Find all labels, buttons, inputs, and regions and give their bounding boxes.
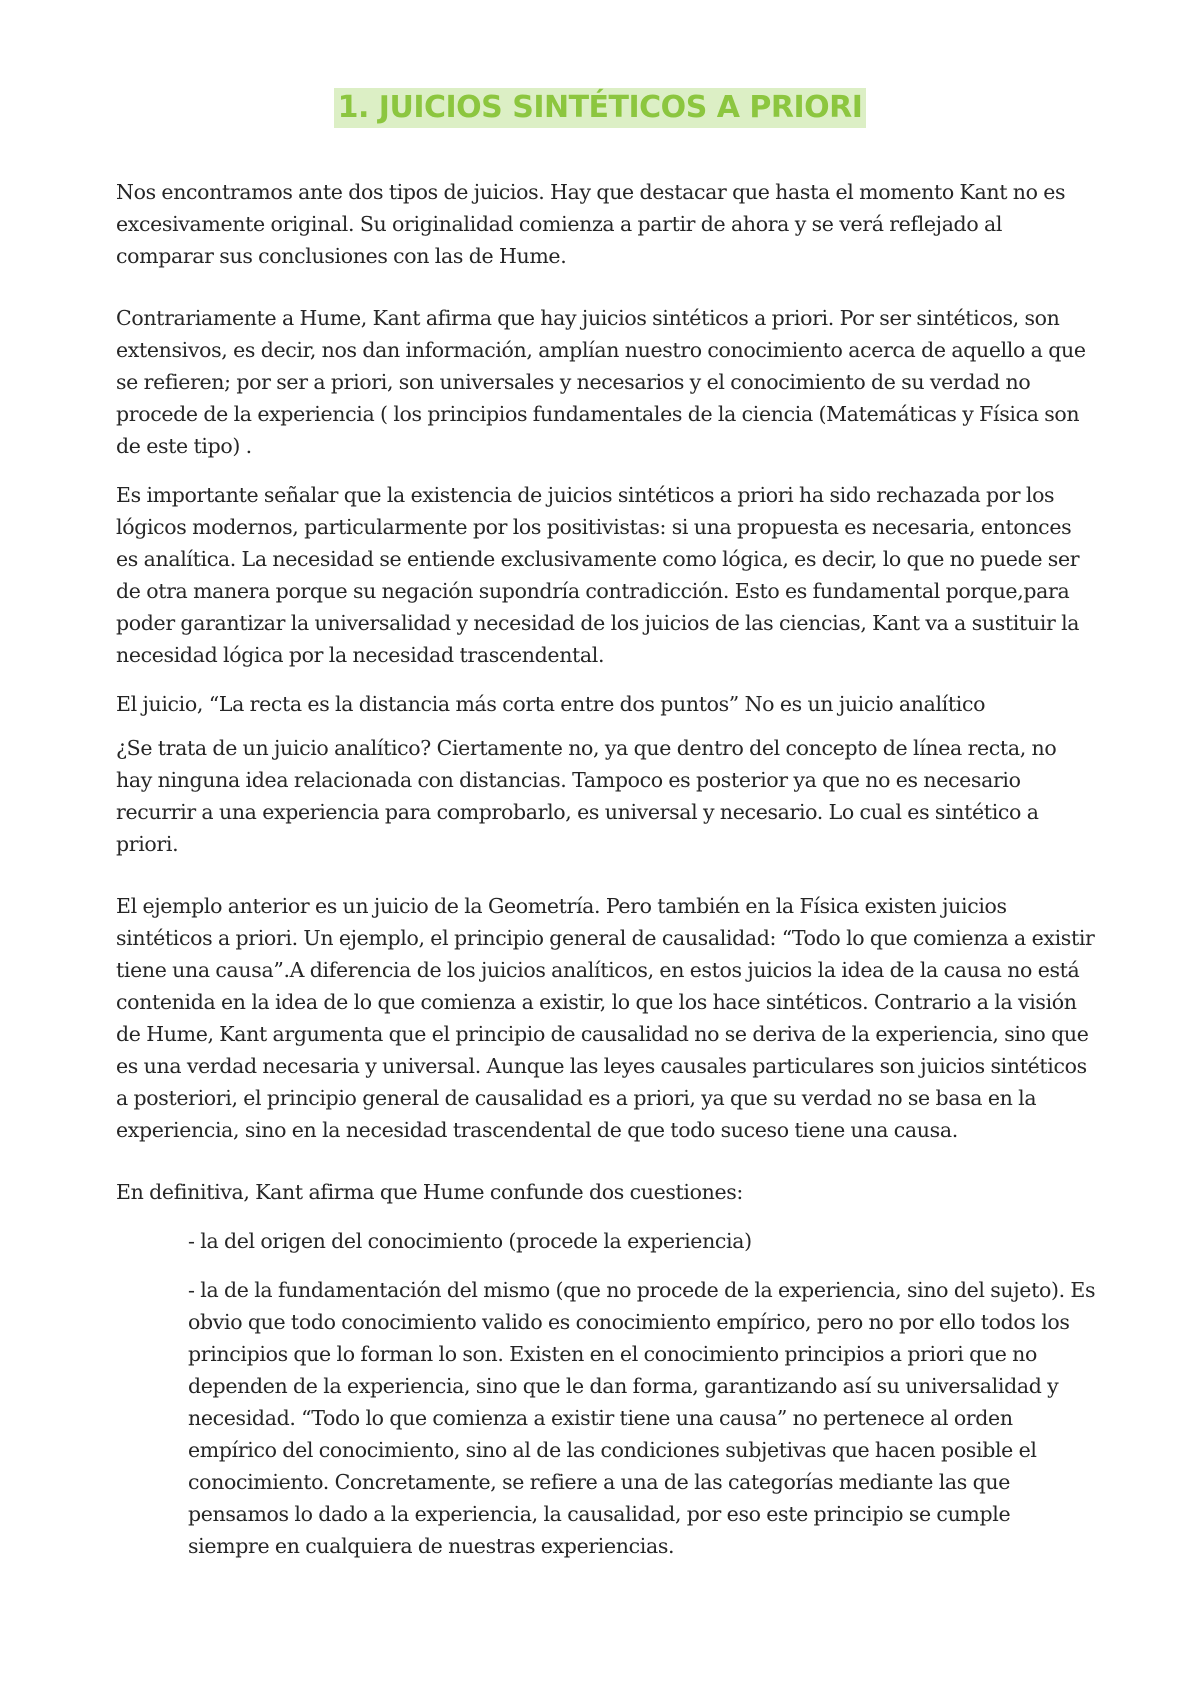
document-body: [116, 176, 1096, 1562]
paragraph-logicos-modernos: Es importante señalar que la existencia de juicios sintéticos a priori ha sido rechazada por los lógicos modernos, particularmente por los positivistas: si una propuesta es necesaria, entonces es analítica. La necesidad se entiende exclusivamente como lógica, es decir, lo que no puede ser de otra manera porque su negación supondría contradicción. Esto es fundamental porque,para poder garantizar la universalidad y necesidad de los juicios de las ciencias, Kant va a sustituir la necesidad lógica por la necesidad trascendental.: [116, 483, 1080, 667]
list-item-origen: - la del origen del conocimiento (procede la experiencia): [188, 1229, 752, 1253]
page-title: 1. JUICIOS SINTÉTICOS A PRIORI: [334, 88, 867, 128]
paragraph-hume-contrast: Contrariamente a Hume, Kant afirma que hay juicios sintéticos a priori. Por ser sintéticos, son extensivos, es decir, nos dan información, amplían nuestro conocimiento acerca de aquello a que se refieren; por ser a priori, son universales y necesarios y el conocimiento de su verdad no procede de la experiencia ( los principios fundamentales de la ciencia (Matemáticas y Física son de este tipo) .: [116, 306, 1086, 458]
title-container: [0, 88, 1200, 128]
paragraph-intro: Nos encontramos ante dos tipos de juicios. Hay que destacar que hasta el momento Kant no es excesivamente original. Su originalidad comienza a partir de ahora y se verá reflejado al comparar sus conclusiones con las de Hume.: [116, 180, 1066, 268]
paragraph-juicio-analitico: ¿Se trata de un juicio analítico? Ciertamente no, ya que dentro del concepto de línea recta, no hay ninguna idea relacionada con distancias. Tampoco es posterior ya que no es necesario recurrir a una experiencia para comprobarlo, es universal y necesario. Lo cual es sintético a priori.: [116, 736, 1057, 856]
paragraph-juicio-recta: El juicio, “La recta es la distancia más corta entre dos puntos” No es un juicio analítico: [116, 692, 986, 716]
list-item-fundamentacion: - la de la fundamentación del mismo (que no procede de la experiencia, sino del sujeto). Es obvio que todo conocimiento valido es conocimiento empírico, pero no por ello todos los principios que lo forman lo son. Existen en el conocimiento principios a priori que no dependen de la experiencia, sino que le dan forma, garantizando así su universalidad y necesidad. “Todo lo que comienza a existir tiene una causa” no pertenece al orden empírico del conocimiento, sino al de las condiciones subjetivas que hacen posible el conocimiento. Concretamente, se refiere a una de las categorías mediante las que pensamos lo dado a la experiencia, la causalidad, por eso este principio se cumple siempre en cualquiera de nuestras experiencias.: [188, 1278, 1096, 1558]
paragraph-en-definitiva: En definitiva, Kant afirma que Hume confunde dos cuestiones:: [116, 1180, 743, 1204]
paragraph-ejemplo-fisica: El ejemplo anterior es un juicio de la Geometría. Pero también en la Física existen juicios sintéticos a priori. Un ejemplo, el principio general de causalidad: “Todo lo que comienza a existir tiene una causa”.A diferencia de los juicios analíticos, en estos juicios la idea de la causa no está contenida en la idea de lo que comienza a existir, lo que los hace sintéticos. Contrario a la visión de Hume, Kant argumenta que el principio de causalidad no se deriva de la experiencia, sino que es una verdad necesaria y universal. Aunque las leyes causales particulares son juicios sintéticos a posteriori, el principio general de causalidad es a priori, ya que su verdad no se basa en la experiencia, sino en la necesidad trascendental de que todo suceso tiene una causa.: [116, 894, 1095, 1142]
